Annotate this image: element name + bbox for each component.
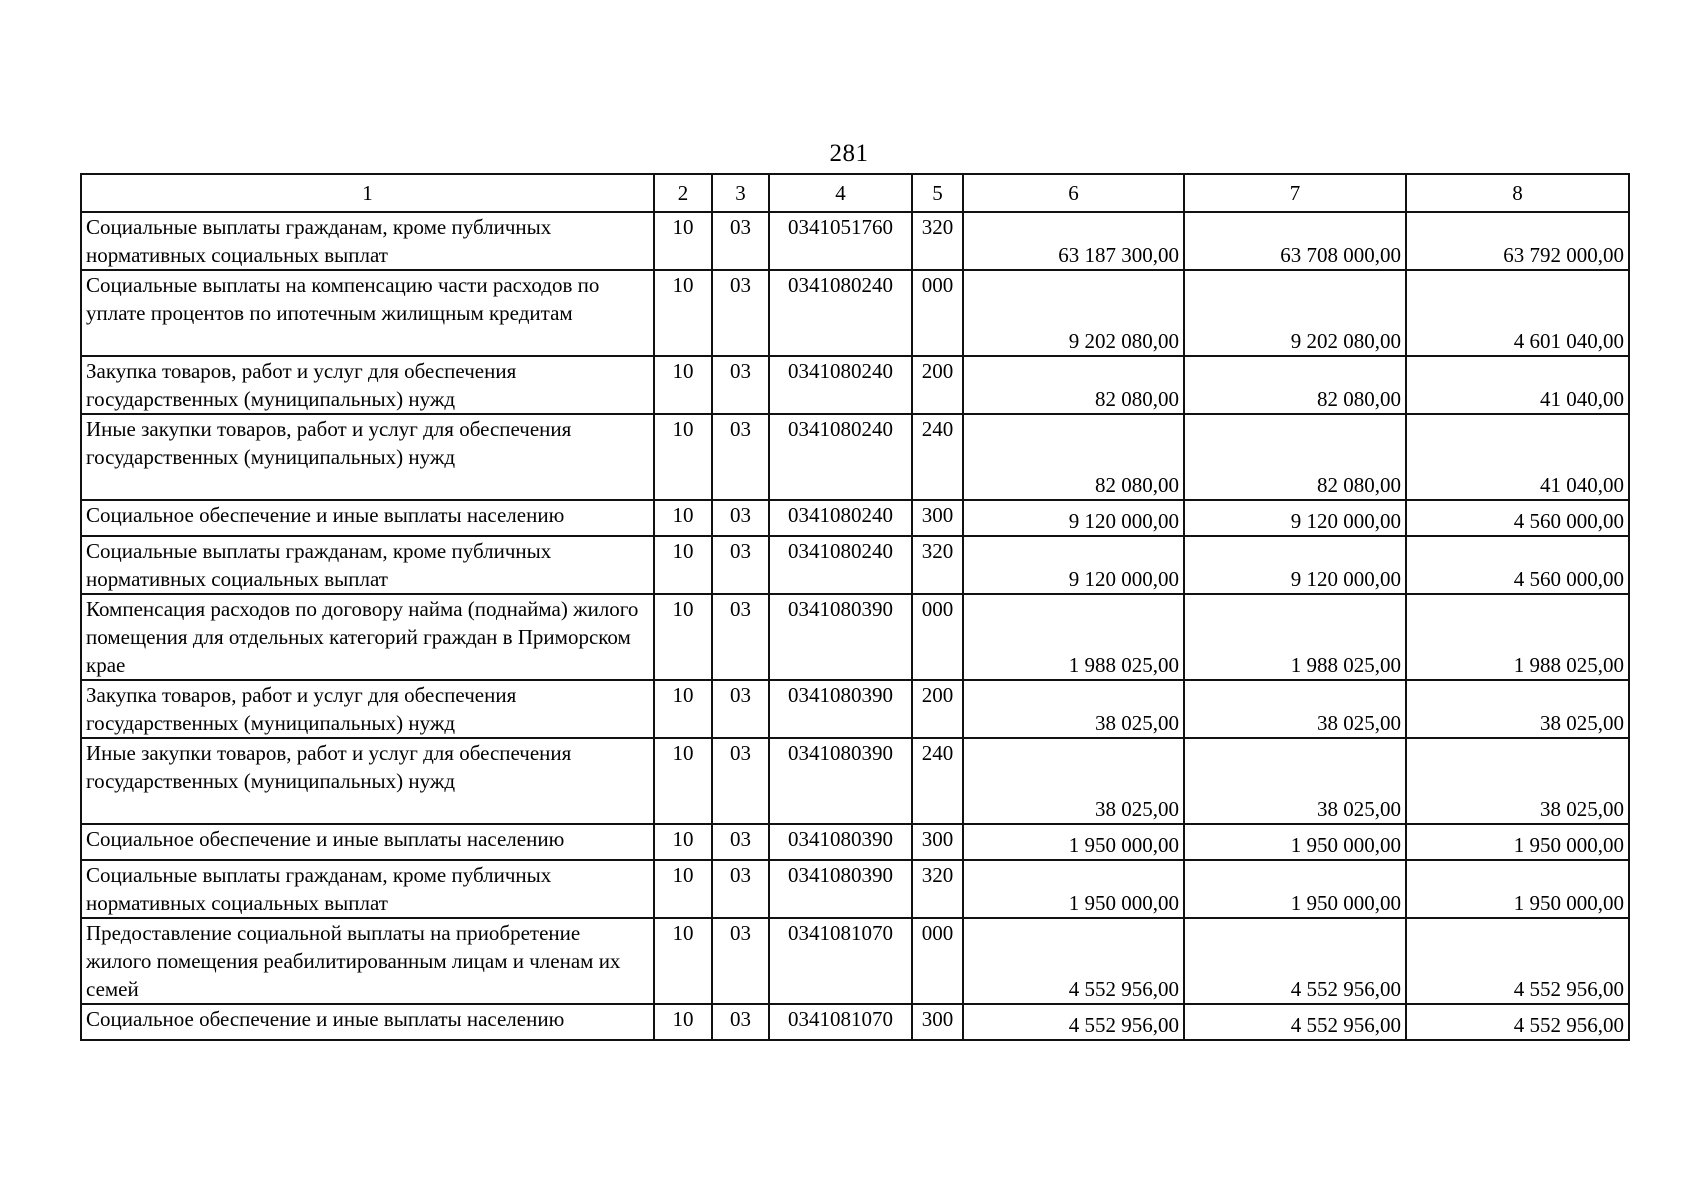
header-cell-2: 2 <box>654 174 712 212</box>
subsection-code-cell: 03 <box>712 918 769 1004</box>
amount-col8-cell: 38 025,00 <box>1406 738 1629 824</box>
section-code-cell: 10 <box>654 918 712 1004</box>
expense-type-cell: 000 <box>912 270 963 356</box>
expense-name-cell: Иные закупки товаров, работ и услуг для обеспечения государственных (муниципальных) нужд <box>81 738 654 824</box>
amount-col7-cell: 38 025,00 <box>1184 680 1406 738</box>
expense-type-cell: 000 <box>912 918 963 1004</box>
expense-type-cell: 320 <box>912 212 963 270</box>
header-cell-7: 7 <box>1184 174 1406 212</box>
subsection-code-cell: 03 <box>712 738 769 824</box>
amount-col6-cell: 9 120 000,00 <box>963 536 1184 594</box>
amount-col8-cell: 41 040,00 <box>1406 356 1629 414</box>
target-article-cell: 0341080240 <box>769 500 912 536</box>
expense-name-cell: Социальное обеспечение и иные выплаты населению <box>81 824 654 860</box>
amount-col6-cell: 1 950 000,00 <box>963 824 1184 860</box>
target-article-cell: 0341081070 <box>769 1004 912 1040</box>
amount-col7-cell: 1 950 000,00 <box>1184 824 1406 860</box>
target-article-cell: 0341080390 <box>769 824 912 860</box>
section-code-cell: 10 <box>654 1004 712 1040</box>
amount-col6-cell: 63 187 300,00 <box>963 212 1184 270</box>
table-row <box>81 414 1629 500</box>
table-row <box>81 824 1629 860</box>
subsection-code-cell: 03 <box>712 500 769 536</box>
target-article-cell: 0341080240 <box>769 270 912 356</box>
table-row <box>81 536 1629 594</box>
section-code-cell: 10 <box>654 860 712 918</box>
amount-col6-cell: 9 202 080,00 <box>963 270 1184 356</box>
amount-col6-cell: 82 080,00 <box>963 414 1184 500</box>
amount-col7-cell: 1 950 000,00 <box>1184 860 1406 918</box>
expense-name-cell: Социальное обеспечение и иные выплаты населению <box>81 1004 654 1040</box>
amount-col8-cell: 63 792 000,00 <box>1406 212 1629 270</box>
expense-type-cell: 300 <box>912 824 963 860</box>
amount-col7-cell: 82 080,00 <box>1184 414 1406 500</box>
section-code-cell: 10 <box>654 212 712 270</box>
expense-type-cell: 320 <box>912 536 963 594</box>
amount-col7-cell: 4 552 956,00 <box>1184 1004 1406 1040</box>
expense-type-cell: 320 <box>912 860 963 918</box>
subsection-code-cell: 03 <box>712 1004 769 1040</box>
amount-col7-cell: 9 120 000,00 <box>1184 500 1406 536</box>
amount-col6-cell: 4 552 956,00 <box>963 918 1184 1004</box>
amount-col6-cell: 9 120 000,00 <box>963 500 1184 536</box>
amount-col8-cell: 1 988 025,00 <box>1406 594 1629 680</box>
subsection-code-cell: 03 <box>712 212 769 270</box>
section-code-cell: 10 <box>654 680 712 738</box>
amount-col8-cell: 4 560 000,00 <box>1406 500 1629 536</box>
amount-col6-cell: 1 950 000,00 <box>963 860 1184 918</box>
table-row <box>81 594 1629 680</box>
expense-name-cell: Социальные выплаты гражданам, кроме публичных нормативных социальных выплат <box>81 536 654 594</box>
target-article-cell: 0341080390 <box>769 738 912 824</box>
header-cell-1: 1 <box>81 174 654 212</box>
amount-col8-cell: 38 025,00 <box>1406 680 1629 738</box>
target-article-cell: 0341080390 <box>769 680 912 738</box>
amount-col8-cell: 4 552 956,00 <box>1406 1004 1629 1040</box>
section-code-cell: 10 <box>654 500 712 536</box>
expense-name-cell: Закупка товаров, работ и услуг для обеспечения государственных (муниципальных) нужд <box>81 356 654 414</box>
expense-name-cell: Социальные выплаты гражданам, кроме публичных нормативных социальных выплат <box>81 212 654 270</box>
target-article-cell: 0341080390 <box>769 594 912 680</box>
table-row <box>81 918 1629 1004</box>
subsection-code-cell: 03 <box>712 356 769 414</box>
page-number: 281 <box>829 140 869 167</box>
amount-col7-cell: 9 202 080,00 <box>1184 270 1406 356</box>
amount-col8-cell: 41 040,00 <box>1406 414 1629 500</box>
section-code-cell: 10 <box>654 536 712 594</box>
header-cell-4: 4 <box>769 174 912 212</box>
target-article-cell: 0341080240 <box>769 536 912 594</box>
subsection-code-cell: 03 <box>712 536 769 594</box>
subsection-code-cell: 03 <box>712 824 769 860</box>
table-header-row <box>81 174 1629 212</box>
table-row <box>81 356 1629 414</box>
expense-type-cell: 300 <box>912 500 963 536</box>
expense-name-cell: Социальные выплаты на компенсацию части расходов по уплате процентов по ипотечным жилищным кредитам <box>81 270 654 356</box>
amount-col7-cell: 1 988 025,00 <box>1184 594 1406 680</box>
amount-col7-cell: 9 120 000,00 <box>1184 536 1406 594</box>
header-cell-3: 3 <box>712 174 769 212</box>
subsection-code-cell: 03 <box>712 594 769 680</box>
table-row <box>81 680 1629 738</box>
section-code-cell: 10 <box>654 270 712 356</box>
amount-col6-cell: 38 025,00 <box>963 738 1184 824</box>
amount-col8-cell: 4 552 956,00 <box>1406 918 1629 1004</box>
target-article-cell: 0341051760 <box>769 212 912 270</box>
amount-col8-cell: 1 950 000,00 <box>1406 824 1629 860</box>
amount-col7-cell: 4 552 956,00 <box>1184 918 1406 1004</box>
table-row <box>81 1004 1629 1040</box>
amount-col6-cell: 82 080,00 <box>963 356 1184 414</box>
amount-col7-cell: 82 080,00 <box>1184 356 1406 414</box>
amount-col6-cell: 4 552 956,00 <box>963 1004 1184 1040</box>
subsection-code-cell: 03 <box>712 270 769 356</box>
section-code-cell: 10 <box>654 414 712 500</box>
amount-col8-cell: 4 560 000,00 <box>1406 536 1629 594</box>
expense-name-cell: Предоставление социальной выплаты на приобретение жилого помещения реабилитированным лицам и членам их семей <box>81 918 654 1004</box>
expense-name-cell: Социальное обеспечение и иные выплаты населению <box>81 500 654 536</box>
header-cell-8: 8 <box>1406 174 1629 212</box>
amount-col6-cell: 1 988 025,00 <box>963 594 1184 680</box>
table-row <box>81 500 1629 536</box>
expense-type-cell: 240 <box>912 738 963 824</box>
target-article-cell: 0341080240 <box>769 414 912 500</box>
target-article-cell: 0341080240 <box>769 356 912 414</box>
subsection-code-cell: 03 <box>712 414 769 500</box>
section-code-cell: 10 <box>654 738 712 824</box>
subsection-code-cell: 03 <box>712 860 769 918</box>
expense-type-cell: 300 <box>912 1004 963 1040</box>
amount-col6-cell: 38 025,00 <box>963 680 1184 738</box>
section-code-cell: 10 <box>654 824 712 860</box>
amount-col7-cell: 38 025,00 <box>1184 738 1406 824</box>
expense-type-cell: 000 <box>912 594 963 680</box>
section-code-cell: 10 <box>654 594 712 680</box>
table-row <box>81 860 1629 918</box>
budget-table <box>80 173 1630 1041</box>
section-code-cell: 10 <box>654 356 712 414</box>
amount-col8-cell: 4 601 040,00 <box>1406 270 1629 356</box>
target-article-cell: 0341080390 <box>769 860 912 918</box>
expense-name-cell: Закупка товаров, работ и услуг для обеспечения государственных (муниципальных) нужд <box>81 680 654 738</box>
expense-name-cell: Компенсация расходов по договору найма (поднайма) жилого помещения для отдельных категорий граждан в Приморском крае <box>81 594 654 680</box>
expense-name-cell: Социальные выплаты гражданам, кроме публичных нормативных социальных выплат <box>81 860 654 918</box>
table-row <box>81 212 1629 270</box>
table-row <box>81 738 1629 824</box>
amount-col8-cell: 1 950 000,00 <box>1406 860 1629 918</box>
header-cell-6: 6 <box>963 174 1184 212</box>
amount-col7-cell: 63 708 000,00 <box>1184 212 1406 270</box>
expense-type-cell: 200 <box>912 680 963 738</box>
subsection-code-cell: 03 <box>712 680 769 738</box>
expense-type-cell: 200 <box>912 356 963 414</box>
table-row <box>81 270 1629 356</box>
expense-type-cell: 240 <box>912 414 963 500</box>
header-cell-5: 5 <box>912 174 963 212</box>
expense-name-cell: Иные закупки товаров, работ и услуг для обеспечения государственных (муниципальных) нужд <box>81 414 654 500</box>
target-article-cell: 0341081070 <box>769 918 912 1004</box>
